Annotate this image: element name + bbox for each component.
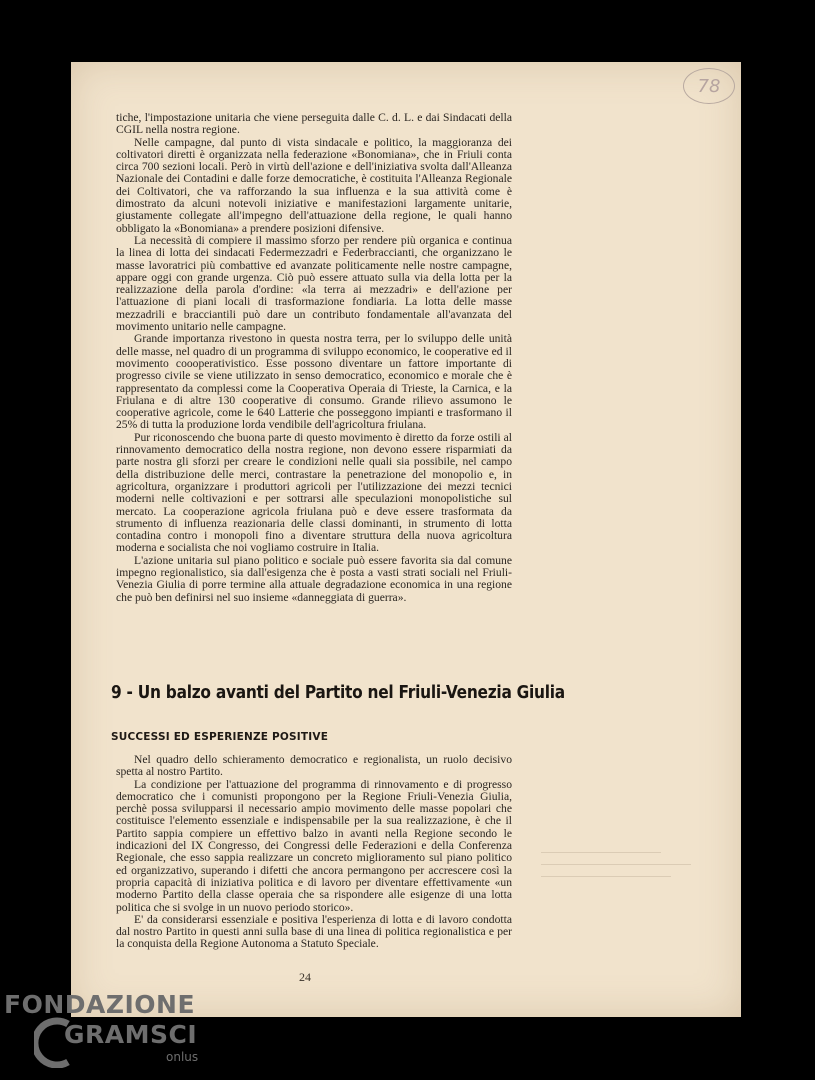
paragraph: La necessità di compiere il massimo sforzo per rendere più organica e continua la linea di lotta dei sindacati Federmezzadri e Federbraccianti, che organizzano le masse lavoratrici più combattive ed avanzate politicamente nelle nostre campagne, appare oggi con grande urgenza. Ciò può essere attuato sulla via della lotta per la realizzazione della parola d'ordine: «la terra ai mezzadri» e dell'azione per l'attuazione di piani locali di trasformazione fondiaria. La lotta delle masse mezzadrili e bracciantili può dare un contributo fondamentale all'avanzata del movimento unitario nelle campagne. [116,233,512,334]
paragraph: L'azione unitaria sul piano politico e sociale può essere favorita sia dal comune impegno regionalistico, sia dall'esigenza che è posta a vasti strati sociali nel Friuli-Venezia Giulia di porre termine alla attuale degradazione economica in una regione che può ben definirsi nel suo insieme «danneggiata di guerra». [116,553,512,604]
paragraph: La condizione per l'attuazione del programma di rinnovamento e di progresso democratico che i comunisti propongono per la Regione Friuli-Venezia Giulia, perchè possa svilupparsi il necessario ampio movimento delle masse popolari che costituisce l'elemento essenziale e indispensabile per la sua realizzazione, è che il Partito sappia compiere un effettivo balzo in avanti nella Regione secondo le indicazioni del IX Congresso, dei Congressi delle Federazioni e della Conferenza Regionale, che esso sappia realizzare un concreto miglioramento sul piano politico ed organizzativo, superando i difetti che ancora permangono per accrescere così la propria capacità di iniziativa politica e di lavoro per diventare effettivamente «un moderno Partito della classe operaia che sa rispondere alle esigenze di una lotta politica che si svolge in un nuovo periodo storico». [116,777,512,914]
logo-line-1: FONDAZIONE [4,990,196,1019]
section-heading: SUCCESSI ED ESPERIENZE POSITIVE [111,731,329,743]
show-through-line [541,864,691,865]
body-text-bottom [116,754,512,951]
paragraph: Grande importanza rivestono in questa nostra terra, per lo sviluppo delle unità delle masse, nel quadro di un programma di sviluppo economico, le cooperative ed il movimento coooperativistico. Esse possono diventare un fattore importante di progresso civile se viene utilizzato in senso democratico, economico e morale che è rappresentato da complessi come la Cooperativa Operaia di Trieste, la Carnica, e la Friulana e di altre 130 cooperative di consumo. Grande rilievo assumono le cooperative agricole, come le 640 Latterie che posseggono impianti e trasformano il 25% di tutta la produzione lorda vendibile dell'agricoltura friulana. [116,332,512,432]
paragraph: Pur riconoscendo che buona parte di questo movimento è diretto da forze ostili al rinnovamento democratico della nostra regione, non devono essere risparmiati da parte nostra gli sforzi per creare le condizioni nelle quali sia possibile, nel campo della distribuzione delle merci, contrastare la penetrazione del monopolio e, in agricoltura, organizzare i produttori agricoli per l'utilizzazione dei mezzi tecnici moderni nelle coltivazioni e per sottrarsi alle speculazioni monopolistiche sul mercato. La cooperazione agricola friulana può e deve essere trasformata da strumento di influenza reazionaria delle classi dominanti, in strumento di lotta contadina contro i monopoli fino a diventare struttura della nuova agricoltura moderna e socialista che noi vogliamo costruire in Italia. [116,430,512,555]
page-number: 24 [299,970,311,984]
paragraph: E' da considerarsi essenziale e positiva l'esperienza di lotta e di lavoro condotta dal nostro Partito in questi anni sulla base di una linea di politica regionalistica e per la conquista della Regione Autonoma a Statuto Speciale. [116,912,512,951]
show-through-line [541,876,671,877]
paragraph: tiche, l'impostazione unitaria che viene perseguita dalle C. d. L. e dai Sindacati della CGIL nella nostra regione. [116,111,512,137]
body-text-top [116,112,512,604]
archive-number-mark: 78 [683,68,735,104]
chapter-heading: 9 - Un balzo avanti del Partito nel Friuli-Venezia Giulia [111,683,565,703]
logo-line-2: GRAMSCI [64,1020,198,1049]
document-page [71,62,741,1017]
paragraph: Nelle campagne, dal punto di vista sindacale e politico, la maggioranza dei coltivatori diretti è organizzata nella federazione «Bonomiana», che in Friuli conta circa 700 sezioni locali. Però in virtù dell'azione e dell'iniziativa svolta dall'Alleanza Nazionale dei Contadini e dalle forze democratiche, è costituita l'Alleanza Regionale dei Coltivatori, che va rafforzando la sua influenza e la sua attività come è dimostrato da alcuni notevoli iniziative e manifestazioni largamente unitarie, giustamente collegate all'impegno dell'attuazione della regione, le quali hanno obbligato la «Bonomiana» a prendere posizioni difensive. [116,135,512,235]
fondazione-gramsci-logo [4,990,204,1070]
paragraph: Nel quadro dello schieramento democratico e regionalista, un ruolo decisivo spetta al nostro Partito. [116,753,512,779]
logo-subtitle: onlus [166,1050,199,1064]
show-through-line [541,852,661,853]
